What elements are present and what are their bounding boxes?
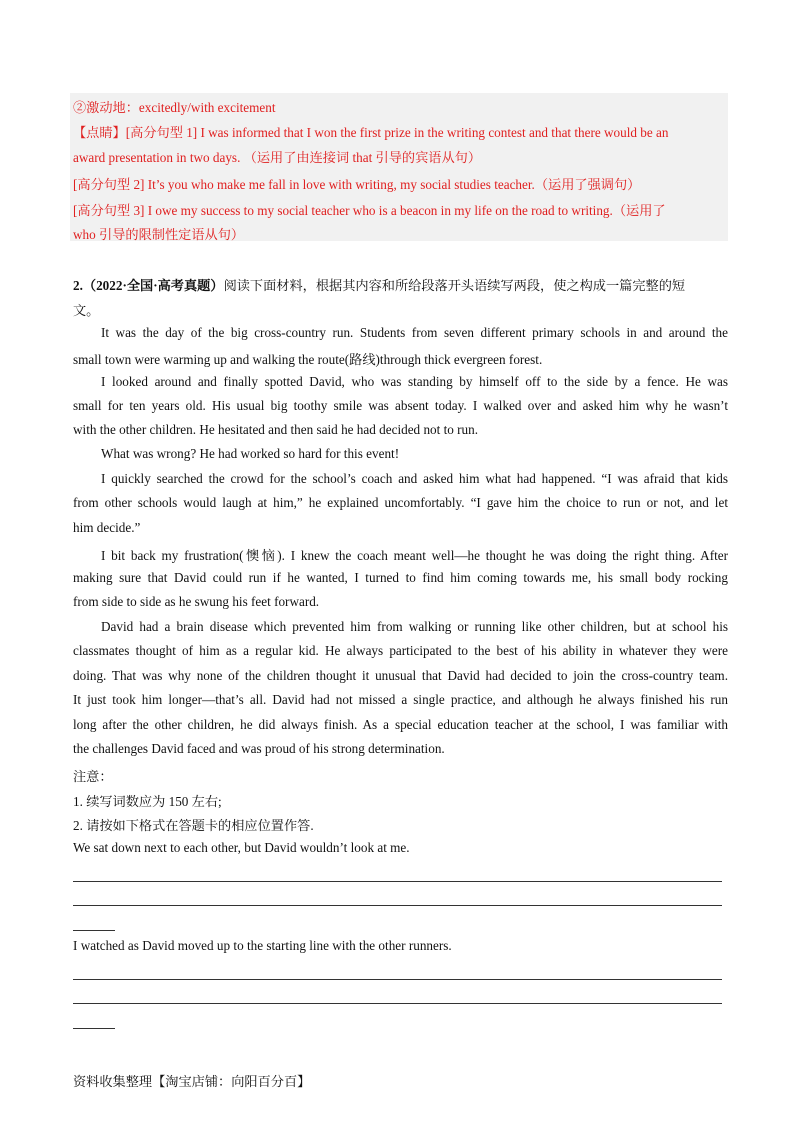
notes-item-1: 1. 续写词数应为 150 左右; — [73, 794, 222, 809]
footer-text: 资料收集整理【淘宝店铺：向阳百分百】 — [73, 1074, 311, 1089]
answer-line — [73, 905, 722, 906]
answer-line — [73, 881, 722, 882]
highlight-line-5: [高分句型 3] I owe my success to my social teacher who is a beacon in my life on the road to writing.（运用了 — [73, 203, 666, 218]
passage-p4-line3: him decide.” — [73, 520, 141, 535]
passage-p6-line3: doing. That was why none of the children thought it unusual that David had decided to join the cross-country team. — [73, 668, 728, 683]
highlight-line-2: 【点睛】[高分句型 1] I was informed that I won the first prize in the writing contest and that there would be an — [73, 125, 669, 140]
continuation-opening-1: We sat down next to each other, but David wouldn’t look at me. — [73, 840, 410, 855]
passage-p1-line1: It was the day of the big cross-country run. Students from seven different primary schools in and around the — [101, 325, 728, 340]
passage-p4-line1: I quickly searched the crowd for the school’s coach and asked him what had happened. “I was afraid that kids — [101, 471, 728, 486]
passage-p6-line4: It just took him longer—that’s all. David had not missed a single practice, and although he always finished his run — [73, 692, 728, 707]
notes-heading: 注意： — [73, 769, 113, 784]
notes-item-2: 2. 请按如下格式在答题卡的相应位置作答. — [73, 818, 314, 833]
question-number: 2.（2022·全国·高考真题） — [73, 278, 224, 293]
highlight-line-6: who 引导的限制性定语从句） — [73, 227, 245, 242]
highlight-line-4: [高分句型 2] It’s you who make me fall in love with writing, my social studies teacher.（运用了强调句） — [73, 177, 641, 192]
passage-p2-line2: small for ten years old. His usual big toothy smile was absent today. I walked over and asked him why he wasn’t — [73, 398, 728, 413]
question-header — [73, 275, 728, 294]
passage-p4-line2: from other schools would laugh at him,” he explained uncomfortably. “I gave him the choice to run or not, and let — [73, 495, 728, 510]
passage-p5-line1: I bit back my frustration(懊恼). I knew the coach meant well—he thought he was doing the right thing. After — [101, 548, 728, 563]
answer-line — [73, 1003, 722, 1004]
passage-p3: What was wrong? He had worked so hard for this event! — [101, 446, 400, 461]
passage-p5-line3: from side to side as he swung his feet forward. — [73, 594, 320, 609]
highlight-line-1: ②激动地：excitedly/with excitement — [73, 100, 276, 115]
answer-line-stub — [73, 1028, 115, 1029]
question-instruction: 阅读下面材料，根据其内容和所给段落开头语续写两段，使之构成一篇完整的短 — [223, 278, 686, 293]
passage-p6-line5: long after the other children, he did always finish. As a special education teacher at the school, I was familiar with — [73, 717, 728, 732]
passage-p2-line3: with the other children. He hesitated and then said he had decided not to run. — [73, 422, 479, 437]
passage-p2-line1: I looked around and finally spotted David, who was standing by himself off to the side by a fence. He was — [101, 374, 728, 389]
answer-line-stub — [73, 930, 115, 931]
highlight-line-3: award presentation in two days. （运用了由连接词 that 引导的宾语从句） — [73, 150, 482, 165]
passage-p5-line2: making sure that David could run if he wanted, I turned to find him coming towards me, his small body rocking — [73, 570, 728, 585]
continuation-opening-2: I watched as David moved up to the starting line with the other runners. — [73, 938, 452, 953]
passage-p6-line6: the challenges David faced and was proud of his strong determination. — [73, 741, 445, 756]
passage-p1-line2: small town were warming up and walking the route(路线)through thick evergreen forest. — [73, 352, 543, 367]
answer-line — [73, 979, 722, 980]
question-instruction-cont: 文。 — [73, 303, 100, 318]
passage-p6-line1: David had a brain disease which prevented him from walking or running like other children, but at school his — [101, 619, 728, 634]
passage-p6-line2: classmates thought of him as a regular kid. He always participated to the best of his ability in whatever they were — [73, 643, 728, 658]
